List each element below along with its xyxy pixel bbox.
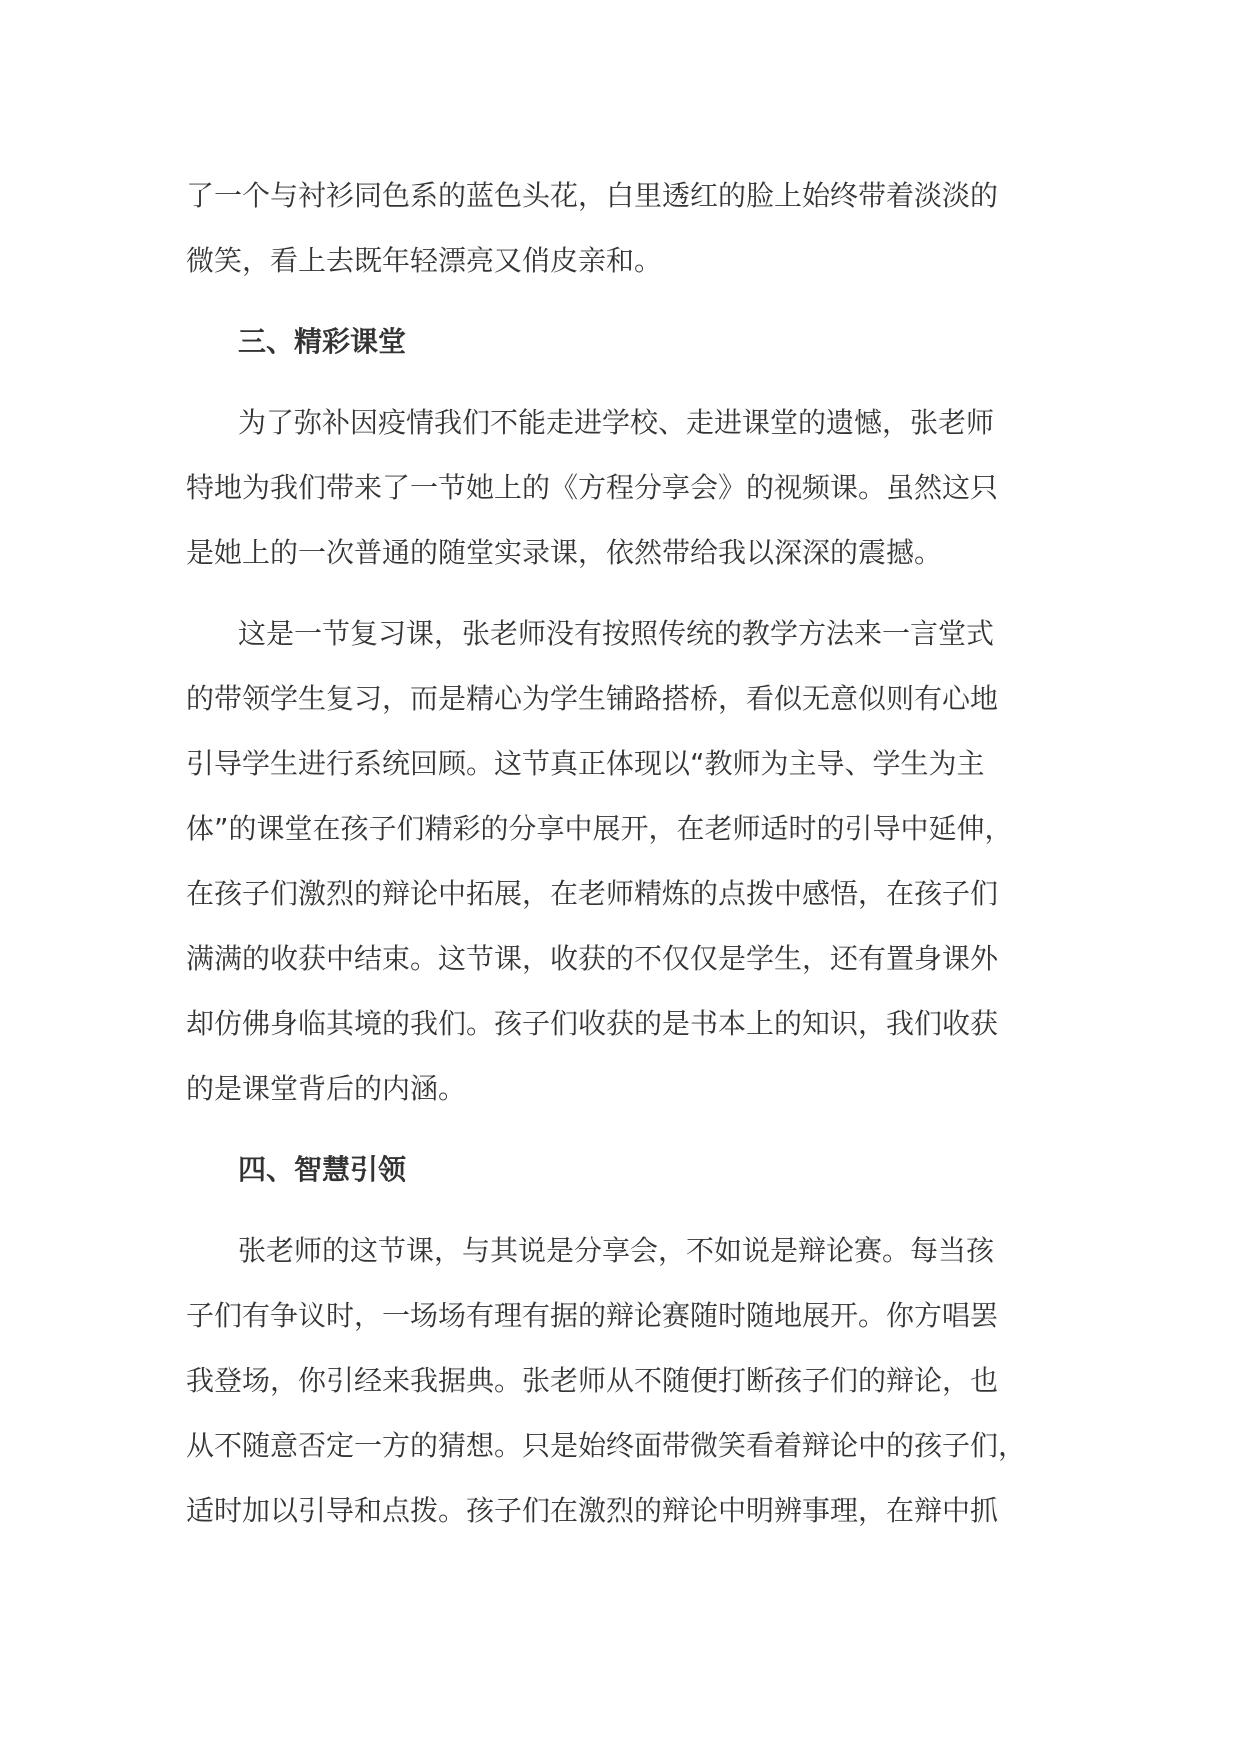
paragraph-line: 满满的收获中结束。这节课，收获的不仅仅是学生，还有置身课外 bbox=[186, 942, 999, 975]
paragraph-line: 体”的课堂在孩子们精彩的分享中展开，在老师适时的引导中延伸， bbox=[186, 812, 1013, 845]
paragraph-line: 为了弥补因疫情我们不能走进学校、走进课堂的遗憾，张老师 bbox=[238, 406, 995, 439]
paragraph-line: 适时加以引导和点拨。孩子们在激烈的辩论中明辨事理，在辩中抓 bbox=[186, 1494, 999, 1527]
paragraph-line: 的是课堂背后的内涵。 bbox=[186, 1072, 467, 1105]
paragraph-line: 是她上的一次普通的随堂实录课，依然带给我以深深的震撼。 bbox=[186, 536, 943, 569]
paragraph-line: 这是一节复习课，张老师没有按照传统的教学方法来一言堂式 bbox=[238, 617, 995, 650]
paragraph-line: 我登场，你引经来我据典。张老师从不随便打断孩子们的辩论，也 bbox=[186, 1364, 999, 1397]
paragraph-line: 微笑，看上去既年轻漂亮又俏皮亲和。 bbox=[186, 244, 663, 277]
paragraph-section3-2 bbox=[186, 601, 1086, 1121]
paragraph-line: 了一个与衬衫同色系的蓝色头花，白里透红的脸上始终带着淡淡的 bbox=[186, 179, 999, 212]
paragraph-line: 子们有争议时，一场场有理有据的辩论赛随时随地展开。你方唱罢 bbox=[186, 1299, 999, 1332]
paragraph-line: 张老师的这节课，与其说是分享会，不如说是辩论赛。每当孩 bbox=[238, 1234, 995, 1267]
paragraph-line: 特地为我们带来了一节她上的《方程分享会》的视频课。虽然这只 bbox=[186, 471, 999, 504]
section-heading: 四、智慧引领 bbox=[238, 1153, 407, 1186]
paragraph-line: 的带领学生复习，而是精心为学生铺路搭桥，看似无意似则有心地 bbox=[186, 682, 999, 715]
paragraph-line: 却仿佛身临其境的我们。孩子们收获的是书本上的知识，我们收获 bbox=[186, 1007, 999, 1040]
paragraph-line: 引导学生进行系统回顾。这节真正体现以“教师为主导、学生为主 bbox=[186, 747, 985, 780]
paragraph-line: 在孩子们激烈的辩论中拓展，在老师精炼的点拨中感悟，在孩子们 bbox=[186, 877, 999, 910]
paragraph-section3-1 bbox=[186, 390, 1086, 585]
paragraph-line: 从不随意否定一方的猜想。只是始终面带微笑看着辩论中的孩子们， bbox=[186, 1429, 1027, 1462]
paragraph-section4-1 bbox=[186, 1218, 1086, 1543]
document-body bbox=[186, 163, 1086, 1543]
section-heading: 三、精彩课堂 bbox=[238, 325, 407, 358]
paragraph-intro bbox=[186, 163, 1086, 293]
